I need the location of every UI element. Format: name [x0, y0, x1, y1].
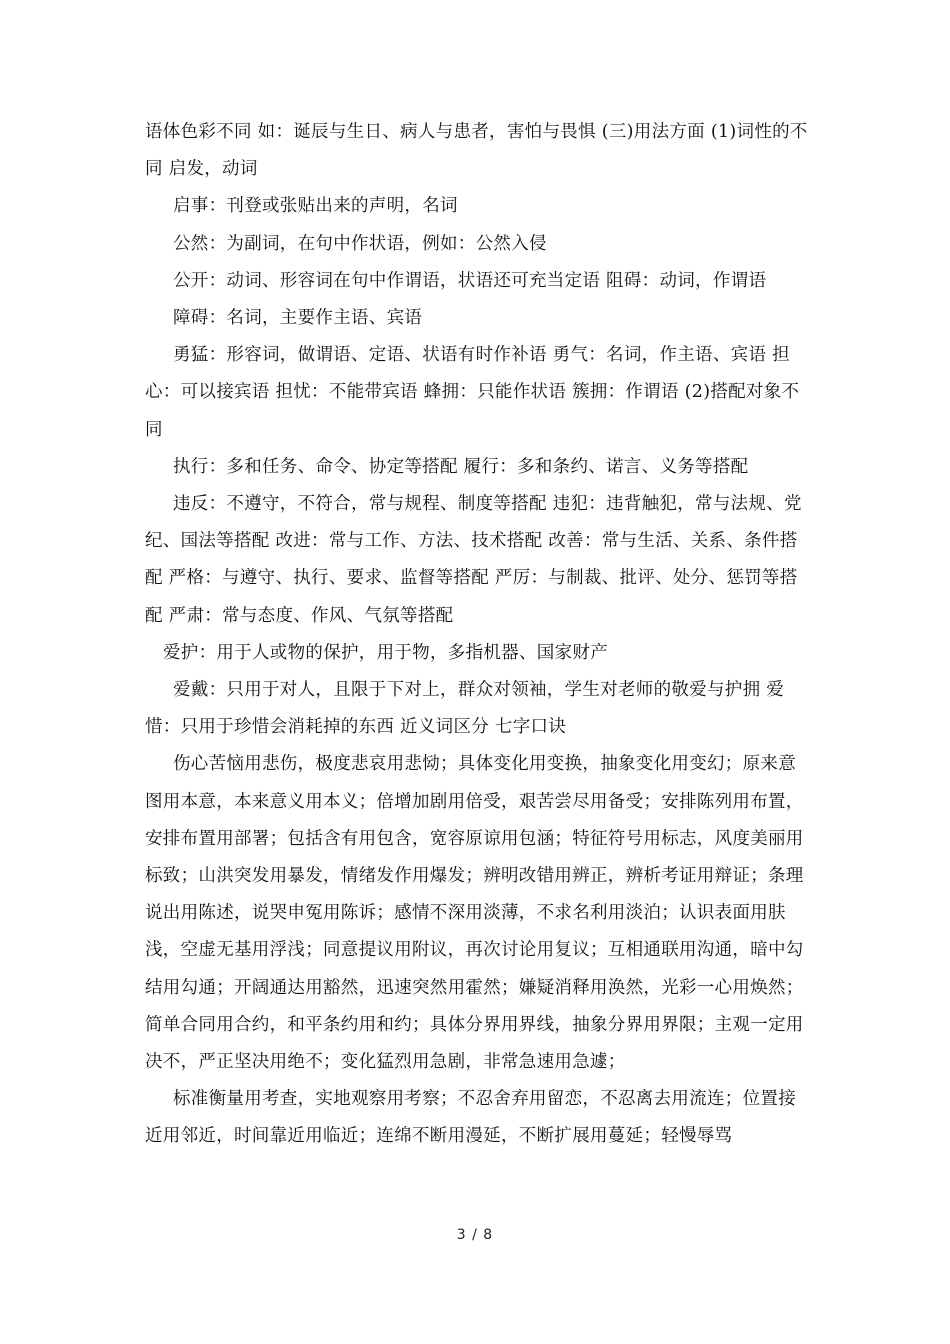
paragraph-6: 勇猛：形容词，做谓语、定语、状语有时作补语 勇气：名词，作主语、宾语 担心：可以接宾语 担忧：不能带宾语 蜂拥：只能作状语 簇拥：作谓语 (2)搭配对象不同: [145, 345, 800, 440]
paragraph-10: 爱戴：只用于对人，且限于下对上，群众对领袖，学生对老师的敬爱与护拥 爱惜：只用于珍惜会消耗掉的东西 近义词区分 七字口诀: [145, 680, 785, 738]
paragraph-9: 爱护：用于人或物的保护，用于物，多指机器、国家财产: [163, 642, 608, 663]
paragraph-8: 违反：不遵守，不符合，常与规程、制度等搭配 违犯：违背触犯，常与法规、党纪、国法等搭配 改进：常与工作、方法、技术搭配 改善：常与生活、关系、条件搭配 严格：与遵守、执行、要求、监督等搭配 严厉：与制裁、批评、处分、惩罚等搭配 严肃：常与态度、作风、气氛等搭配: [145, 494, 802, 626]
paragraph-4: 公开：动词、形容词在句中作谓语，状语还可充当定语 阻碍：动词，作谓语: [173, 270, 767, 291]
paragraph-2: 启事：刊登或张贴出来的声明，名词: [173, 196, 458, 217]
document-body: [145, 114, 808, 1156]
paragraph-11: 伤心苦恼用悲伤，极度悲哀用悲恸；具体变化用变换，抽象变化用变幻；原来意图用本意，本来意义用本义；倍增加剧用倍受，艰苦尝尽用备受；安排陈列用布置，安排布置用部署；包括含有用包含，宽容原谅用包涵；特征符号用标志，风度美丽用标致；山洪突发用暴发，情绪发作用爆发；辨明改错用辨正，辨析考证用辩证；条理说出用陈述，说哭申冤用陈诉；感情不深用淡薄，不求名利用淡泊；认识表面用肤浅，空虚无基用浮浅；同意提议用附议，再次讨论用复议；互相通联用沟通，暗中勾结用勾通；开阔通达用豁然，迅速突然用霍然；嫌疑消释用涣然，光彩一心用焕然；简单合同用合约，和平条约用和约；具体分界用界线，抽象分界用界限；主观一定用决不，严正坚决用绝不；变化猛烈用急剧，非常急速用急遽；: [145, 754, 804, 1073]
paragraph-1: 语体色彩不同 如：诞辰与生日、病人与患者，害怕与畏惧 (三)用法方面 (1)词性的不同 启发，动词: [145, 122, 808, 180]
paragraph-5: 障碍：名词，主要作主语、宾语: [173, 308, 423, 329]
paragraph-7: 执行：多和任务、命令、协定等搭配 履行：多和条约、诺言、义务等搭配: [173, 456, 749, 477]
page-number: 3 / 8: [456, 1227, 494, 1243]
paragraph-3: 公然：为副词，在句中作状语，例如：公然入侵: [173, 233, 547, 254]
paragraph-12: 标准衡量用考查，实地观察用考察；不忍舍弃用留恋，不忍离去用流连；位置接近用邻近，时间靠近用临近；连绵不断用漫延，不断扩展用蔓延；轻慢辱骂: [145, 1089, 796, 1147]
